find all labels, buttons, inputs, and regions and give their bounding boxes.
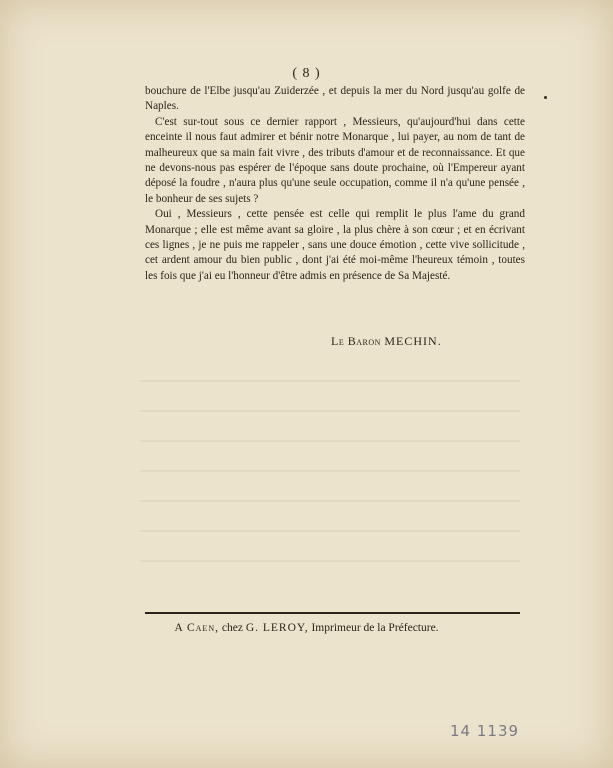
imprint <box>0 622 613 634</box>
bleed-through <box>140 380 520 382</box>
bleed-through <box>140 440 520 442</box>
imprint-printer: G. LEROY, <box>245 622 309 634</box>
imprint-chez: chez <box>221 622 243 634</box>
catalog-number: 14 1139 <box>450 722 520 740</box>
bleed-through <box>140 500 520 502</box>
paragraph: Oui , Messieurs , cette pensée est celle qui remplit le plus l'ame du grand Monarque ; elle est même avant sa gloire , la plus chère à son cœur ; et en écrivant ces lignes , je ne puis me rappeler , sans une douce émotion , cette vive sollicitude , cet ardent amour du bien public , dont j'ai été moi-même l'heureux témoin , toutes les fois que j'ai eu l'honneur d'être admis en présence de Sa Majesté. <box>145 208 525 282</box>
bleed-through <box>140 560 520 562</box>
body-text <box>145 84 525 284</box>
bleed-through <box>140 470 520 472</box>
bleed-through <box>140 530 520 532</box>
ink-spot <box>544 96 547 99</box>
divider-rule <box>145 612 520 614</box>
signature-title: Le Baron <box>331 334 381 348</box>
signature <box>331 334 442 349</box>
imprint-role: Imprimeur de la Préfecture. <box>311 622 439 634</box>
bleed-through <box>140 410 520 412</box>
signature-name: MECHIN. <box>384 334 442 348</box>
imprint-place: A Caen, <box>174 622 219 634</box>
page-number: ( 8 ) <box>292 66 321 81</box>
paragraph: bouchure de l'Elbe jusqu'au Zuiderzée , et depuis la mer du Nord jusqu'au golfe de Naples. <box>145 85 525 113</box>
paragraph: C'est sur-tout sous ce dernier rapport , Messieurs, qu'aujourd'hui dans cette enceinte il nous faut admirer et bénir notre Monarque , lui payer, au nom de tant de malheureux que sa main fait vivre , des tributs d'amour et de reconnaissance. Et que ne devons-nous pas espérer de l'époque sans doute prochaine, où l'Empereur ayant déposé la foudre , n'aura plus qu'une seule occupation, comme il n'a qu'une pensée , le bonheur de ses sujets ? <box>145 115 525 205</box>
